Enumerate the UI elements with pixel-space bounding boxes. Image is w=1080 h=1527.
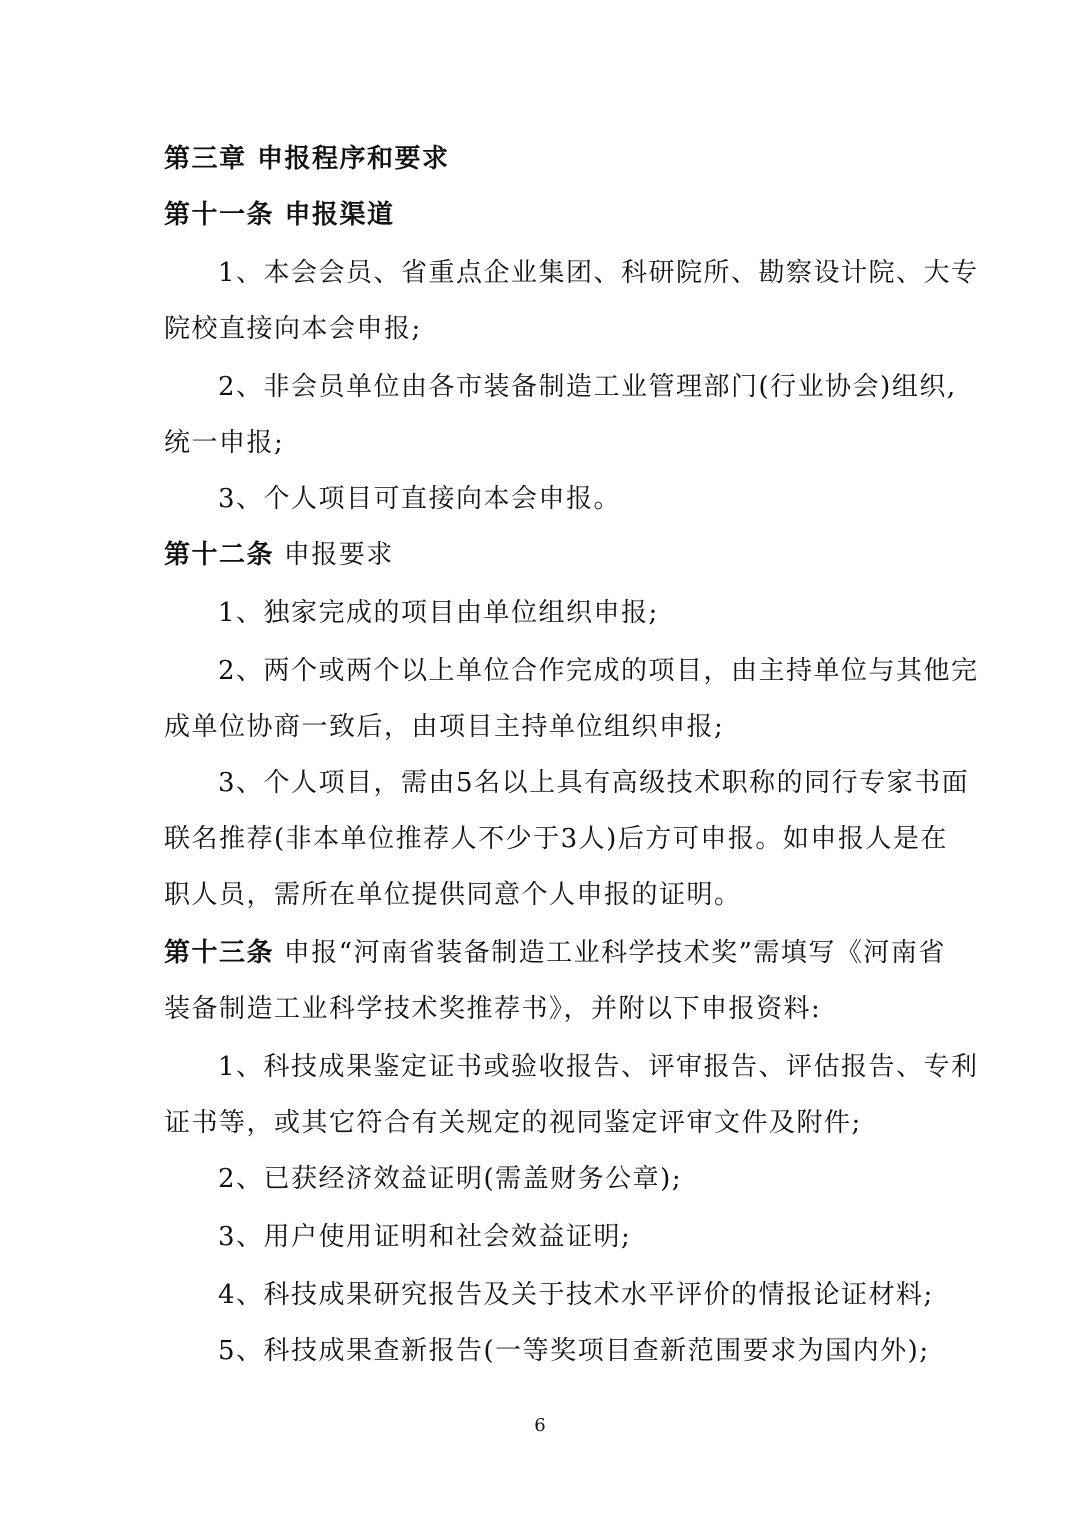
article-12-label: 第十二条 [164, 540, 275, 570]
article-13-intro-text: 申报“河南省装备制造工业科学技术奖”需填写《河南省 [283, 938, 946, 968]
article-12-item-1-line-1: 1、独家完成的项目由单位组织申报; [218, 598, 659, 628]
article-13-item-1-line-2: 证书等，或其它符合有关规定的视同鉴定评审文件及附件; [164, 1108, 862, 1138]
article-13-item-4-line-1: 4、科技成果研究报告及关于技术水平评价的情报论证材料; [218, 1280, 934, 1310]
article-13-item-2-line-1: 2、已获经济效益证明(需盖财务公章); [218, 1164, 683, 1194]
article-11-item-1-line-1: 1、本会会员、省重点企业集团、科研院所、勘察设计院、大专 [218, 258, 979, 288]
article-13-item-3-line-1: 3、用户使用证明和社会效益证明; [218, 1222, 632, 1252]
article-13-item-5-line-1: 5、科技成果查新报告(一等奖项目查新范围要求为国内外); [218, 1336, 930, 1366]
article-13-intro-line-2: 装备制造工业科学技术奖推荐书》，并附以下申报资料: [164, 994, 822, 1024]
article-12-heading [164, 538, 394, 572]
article-11-item-1-line-2: 院校直接向本会申报; [164, 314, 422, 344]
article-11-item-2-line-1: 2、非会员单位由各市装备制造工业管理部门(行业协会)组织, [218, 372, 957, 402]
article-12-item-3-line-3: 职人员，需所在单位提供同意个人申报的证明。 [164, 880, 742, 910]
article-13-label: 第十三条 [164, 938, 275, 968]
article-11-item-2-line-2: 统一申报; [164, 428, 285, 458]
article-11-item-3-line-1: 3、个人项目可直接向本会申报。 [218, 484, 622, 514]
article-12-item-3-line-2: 联名推荐(非本单位推荐人不少于3人)后方可申报。如申报人是在 [164, 824, 948, 854]
article-12-item-2-line-2: 成单位协商一致后，由项目主持单位组织申报; [164, 712, 725, 742]
article-13-item-1-line-1: 1、科技成果鉴定证书或验收报告、评审报告、评估报告、专利 [218, 1052, 979, 1082]
chapter-title: 第三章 申报程序和要求 [164, 144, 450, 174]
article-12-item-3-line-1: 3、个人项目，需由5名以上具有高级技术职称的同行专家书面 [218, 768, 970, 798]
page-number: 6 [534, 1415, 546, 1436]
article-11-heading: 第十一条 申报渠道 [164, 200, 395, 230]
article-13-intro-line-1 [164, 936, 946, 970]
article-12-item-2-line-1: 2、两个或两个以上单位合作完成的项目，由主持单位与其他完 [218, 656, 979, 686]
article-12-title: 申报要求 [283, 540, 394, 570]
